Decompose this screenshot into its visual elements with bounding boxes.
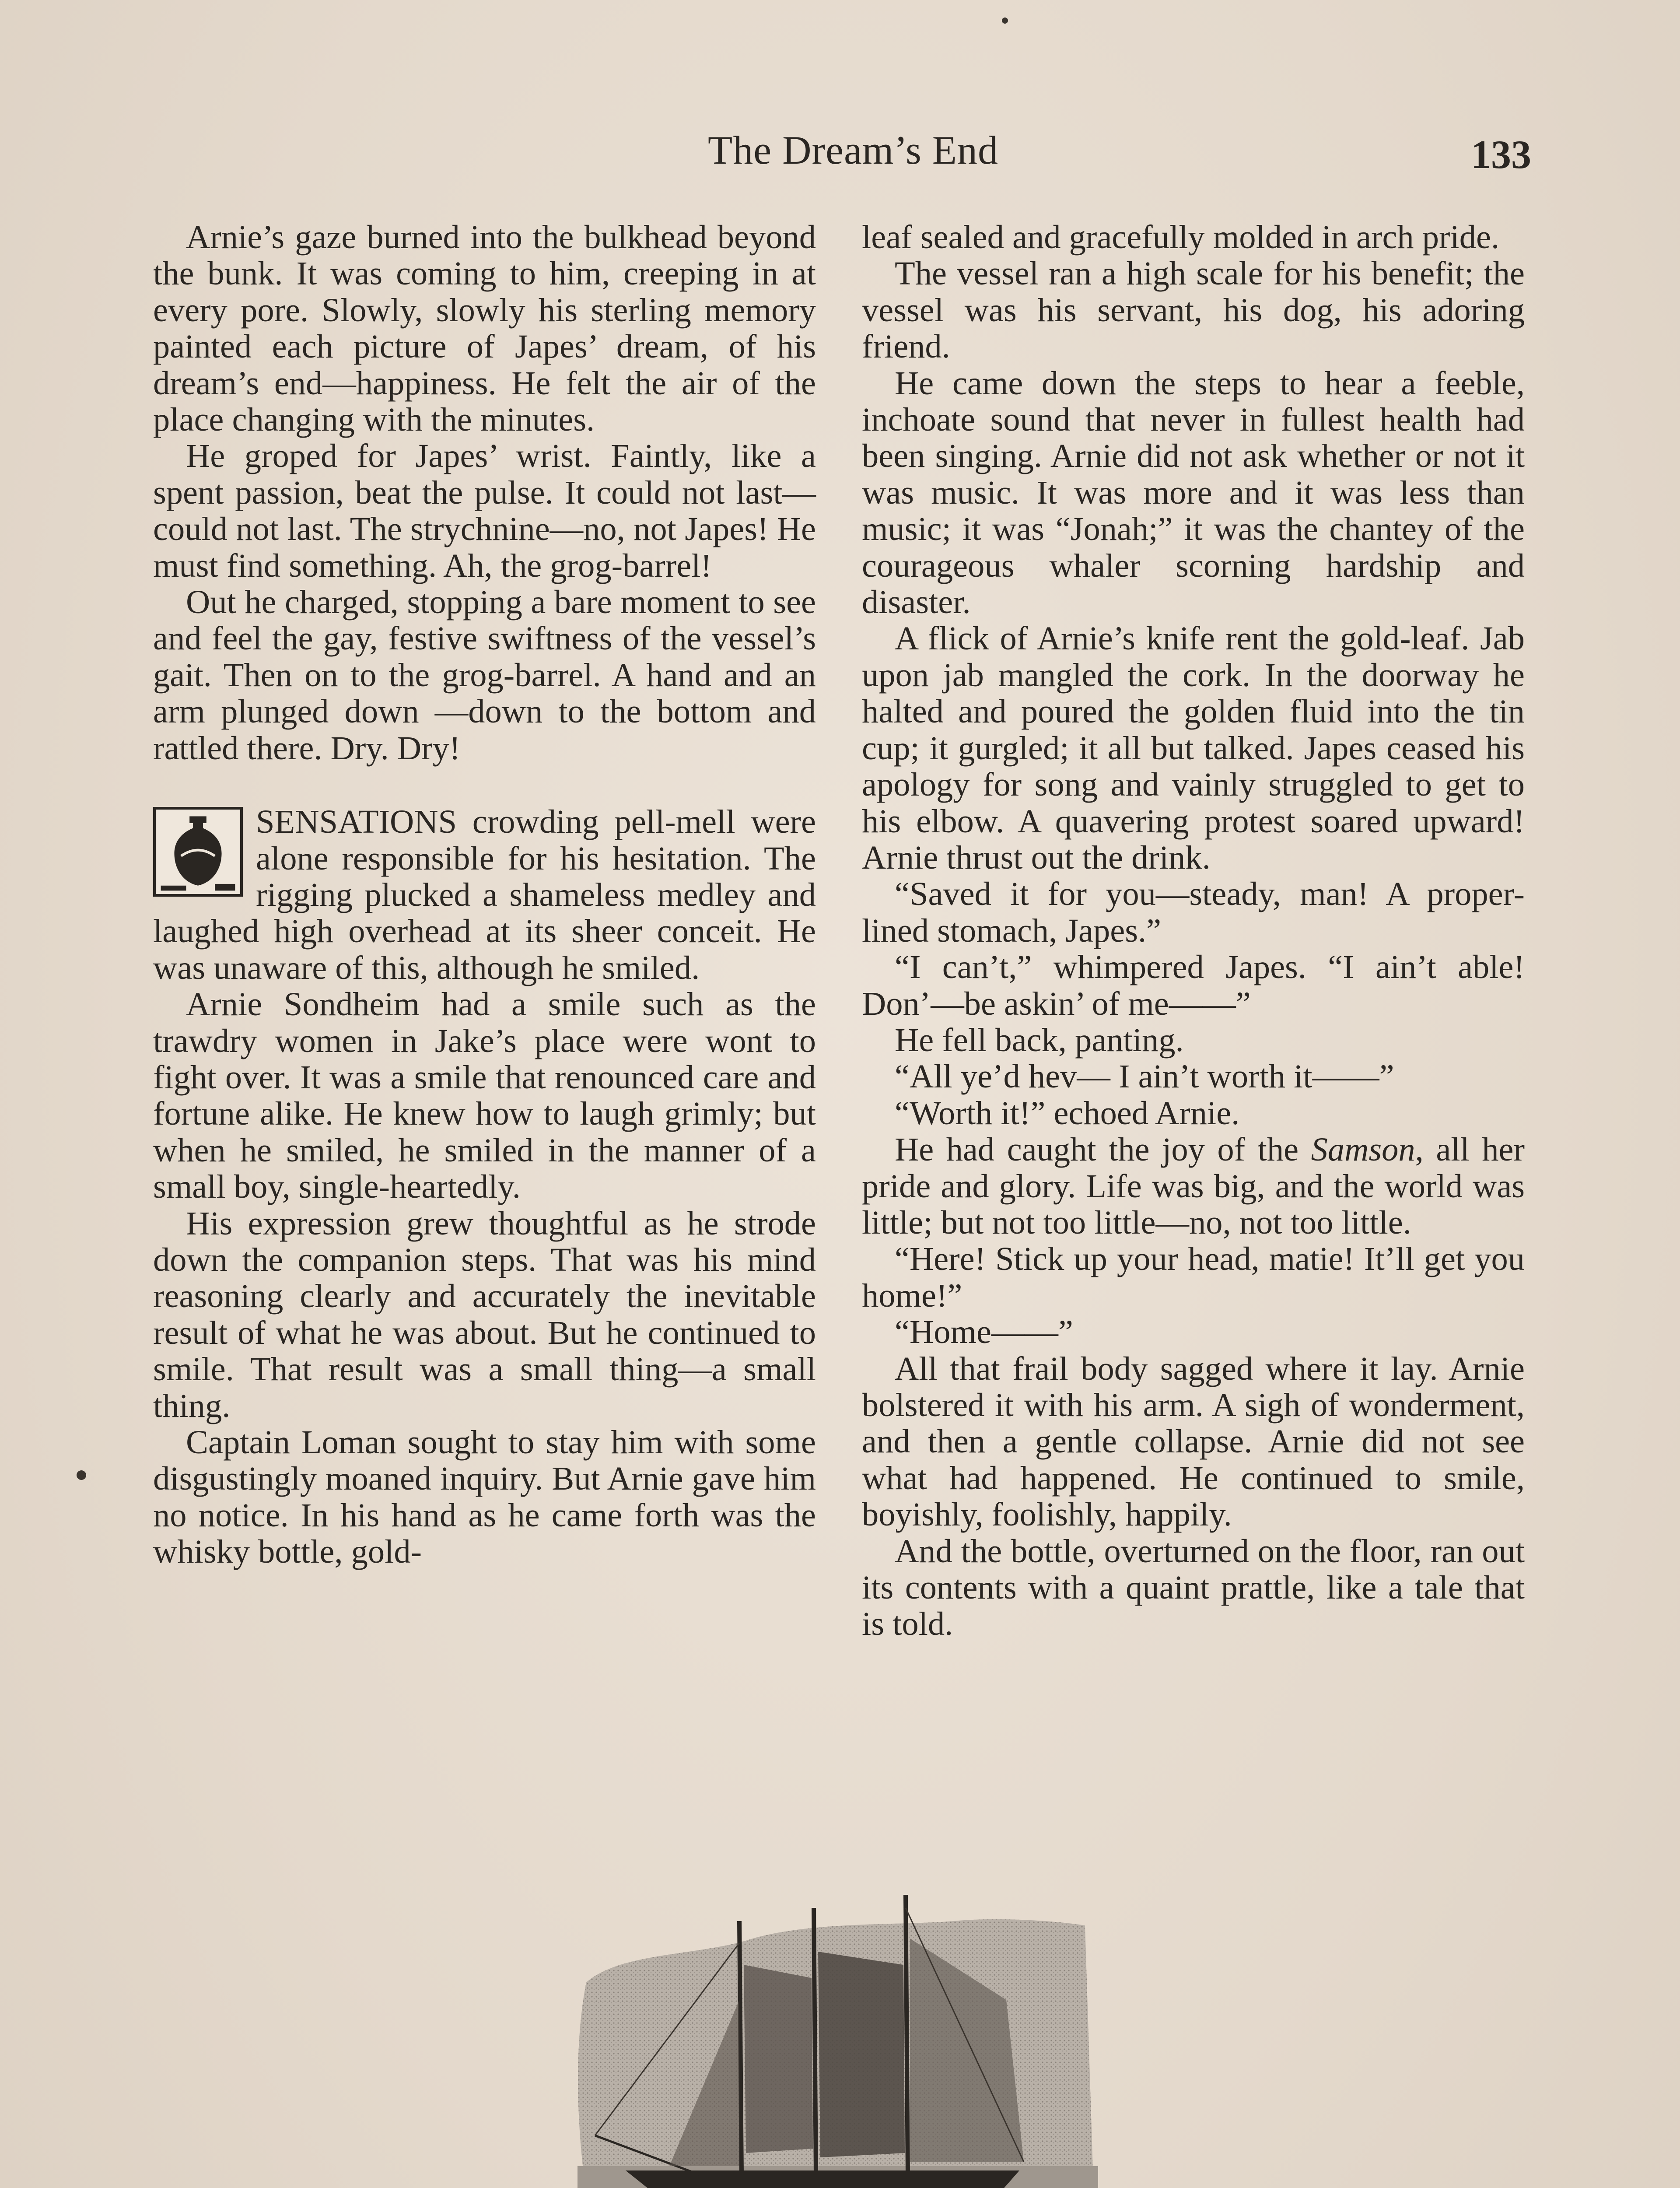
paragraph: And the bottle, overturned on the floor, ran out its contents with a quaint prattle, like a tale that is told. — [862, 1532, 1525, 1643]
right-column — [862, 219, 1525, 1642]
paragraph: He groped for Japes’ wrist. Faintly, like a spent passion, beat the pulse. It could not last—could not last. The strychnine—no, not Japes! He must find something. Ah, the grog-barrel! — [153, 437, 816, 584]
paragraph: His expression grew thoughtful as he strode down the companion steps. That was his mind reasoning clearly and accurately the inevitable result of what he was about. But he continued to smile. That result was a small thing—a small thing. — [153, 1204, 816, 1424]
page-number: 133 — [1471, 132, 1531, 177]
paragraph: He came down the steps to hear a feeble, inchoate sound that never in fullest health had been singing. Arnie did not ask whether or not it was music. It was more and it was less than music; it was “Jonah;” it was the chantey of the courageous whaler scorning hardship and disaster. — [862, 364, 1525, 621]
paragraph: “Home——” — [895, 1313, 1073, 1351]
paragraph: All that frail body sagged where it lay. Arnie bolstered it with his arm. A sigh of wonderment, and then a gentle collapse. Arnie did not see what had happened. He continued to smile, boyishly, foolishly, happily. — [862, 1350, 1525, 1533]
left-column — [153, 219, 816, 1570]
print-speck — [1002, 18, 1008, 24]
paragraph: He fell back, panting. — [895, 1021, 1184, 1059]
paragraph: Out he charged, stopping a bare moment to see and feel the gay, festive swiftness of the vessel’s gait. Then on to the grog-barrel. A hand and an arm plunged down —down to the bottom and rattled there. Dry. Dry! — [153, 583, 816, 767]
print-speck — [77, 1470, 86, 1480]
paragraph: Arnie Sondheim had a smile such as the trawdry women in Jake’s place were wont to fight over. It was a smile that renounced care and fortune alike. He knew how to laugh grimly; but when he smiled, he smiled in the manner of a small boy, single-heartedly. — [153, 985, 816, 1206]
sailing-ship-illustration — [569, 1890, 1107, 2188]
paragraph: A flick of Arnie’s knife rent the gold-leaf. Jab upon jab mangled the cork. In the doorway he halted and poured the golden fluid into the tin cup; it gurgled; it all but talked. Japes ceased his apology for song and vainly struggled to get to his elbow. A quavering protest soared upward! Arnie thrust out the drink. — [862, 620, 1525, 876]
running-header: The Dream’s End — [708, 128, 998, 172]
section-paragraph — [153, 803, 816, 986]
paragraph: “Saved it for you—steady, man! A proper-lined stomach, Japes.” — [862, 875, 1525, 949]
paragraph: Arnie’s gaze burned into the bulkhead beyond the bunk. It was coming to him, creeping in at every pore. Slowly, slowly his sterling memory painted each picture of Japes’ dream, of his dream’s end—happiness. He felt the air of the place changing with the minutes. — [153, 218, 816, 438]
section-text: SENSATIONS crowding pell-mell were alone responsible for his hesitation. The rigging plucked a shameless medley and laughed high overhead at its sheer conceit. He was unaware of this, although he smiled. — [153, 803, 816, 986]
paragraph: “Worth it!” echoed Arnie. — [895, 1094, 1240, 1132]
paragraph: “Here! Stick up your head, matie! It’ll get you home!” — [862, 1240, 1525, 1314]
paragraph: “All ye’d hev— I ain’t worth it——” — [895, 1058, 1394, 1095]
paragraph: “I can’t,” whimpered Japes. “I ain’t able! Don’—be askin’ of me——” — [862, 948, 1525, 1022]
text-run: , all her pride and glory. Life was big, and the world was little; but not too little—no, not too little. — [862, 1131, 1525, 1241]
ship-name: Samson — [1311, 1131, 1415, 1168]
text-run: He had caught the joy of the — [895, 1131, 1311, 1168]
paragraph: The vessel ran a high scale for his benefit; the vessel was his servant, his dog, his adoring friend. — [862, 255, 1525, 365]
paragraph — [862, 1131, 1525, 1241]
paragraph: Captain Loman sought to stay him with some disgustingly moaned inquiry. But Arnie gave him no notice. In his hand as he came forth was the whisky bottle, gold- — [153, 1424, 816, 1571]
bottle-vignette-icon — [153, 807, 243, 897]
paragraph: leaf sealed and gracefully molded in arch pride. — [862, 218, 1500, 256]
